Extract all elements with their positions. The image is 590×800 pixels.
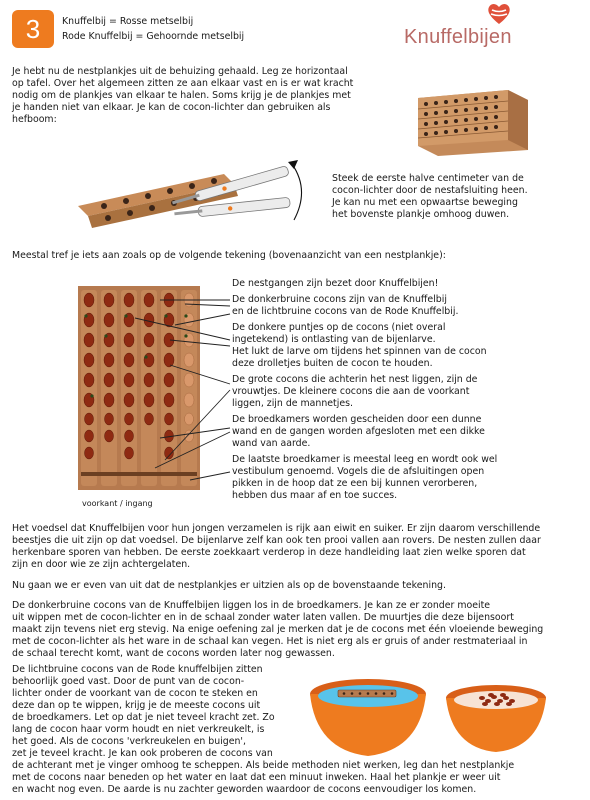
paragraph-line: het goed. Als de cocons 'verkreukelen en buigen', (12, 736, 246, 747)
annotation-line: hebben dus maar af en toe succes. (232, 490, 398, 501)
annotation-line: liggen, zijn de mannetjes. (232, 398, 353, 409)
lift-instruction-line: Je kan nu met een opwaartse beweging (332, 197, 518, 208)
annotation-line: pikken in de hoop dat ze een bij kunnen verorberen, (232, 478, 478, 489)
annotation-line: ingetekend) is ontlasting van de bijenlarve. (232, 334, 436, 345)
food-paragraph (12, 523, 584, 571)
paragraph-line: De donkerbruine cocons van de Knuffelbijen liggen los in de broedkamers. Je kan ze er zonder moeite (12, 600, 491, 611)
cocoon-bowl (446, 685, 546, 752)
paragraph-line: met de cocon-lichter als het ware in de schaal kan vegen. Het is niet erg als er gruis of ander restmateriaal in (12, 636, 528, 647)
annotation-line: De donkere puntjes op de cocons (niet overal (232, 322, 446, 333)
annotation-sexes (232, 374, 572, 410)
species-line-2: Rode Knuffelbij = Gehoornde metselbij (62, 31, 245, 42)
paragraph-line: en wacht nog even. De aarde is nu zachter geworden waardoor de cocons eenvoudiger los komen. (12, 784, 477, 795)
paragraph-line: de achterant met je vinger omhoog te scheppen. Als beide methoden niet werken, leg dan het nestplankje (12, 760, 515, 771)
lift-instruction-line: Steek de eerste halve centimeter van de (332, 173, 524, 184)
intro-line: nodig om de plankjes van elkaar te halen. Soms krijg je de plankjes met (12, 90, 351, 101)
annotation-line: De laatste broedkamer is meestal leeg en wordt ook wel (232, 454, 498, 465)
paragraph-line: beestjes die uit zijn op dat voedsel. De bijenlarve zelf kan ook ten prooi vallen aan rovers. De nesten zullen daar (12, 535, 541, 546)
paragraph-line: lang de cocon haar vorm houdt en niet verkreukelt, is (12, 724, 265, 735)
paragraph-line: zet je teveel kracht. Je kan ook proberen de cocons van (12, 748, 273, 759)
annotation-line: De nestgangen zijn bezet door Knuffelbijen! (232, 278, 439, 289)
annotation-droppings (232, 322, 572, 370)
annotation-line: De grote cocons die achterin het nest liggen, zijn de (232, 374, 478, 385)
front-entrance-label: voorkant / ingang (82, 499, 153, 508)
lift-instruction-line: het bovenste plankje omhoog duwen. (332, 209, 510, 220)
paragraph-line: behoorlijk goed vast. Door de punt van de cocon- (12, 676, 245, 687)
species-line-1: Knuffelbij = Rosse metselbij (62, 16, 194, 27)
lift-instruction-line: cocon-lichter door de nestafsluiting heen. (332, 185, 528, 196)
intro-line: hefboom: (12, 114, 57, 125)
annotation-line: Het lukt de larve om tijdens het spinnen van de cocon (232, 346, 487, 357)
paragraph-line: uit wippen met de cocon-lichter en in de schaal zonder water laten vallen. De muurtjes die deze bijensoort (12, 612, 514, 623)
bowls-illustration (306, 670, 556, 764)
annotation-line: deze drolletjes buiten de cocon te houden. (232, 358, 433, 369)
paragraph-line: herkenbare sporen van hebben. De eerste zoekkaart verderop in deze handleiding laat zien welke sporen dat (12, 547, 526, 558)
diagram-intro: Meestal tref je iets aan zoals op de volgende tekening (bovenaanzicht van een nestplankje): (12, 250, 446, 261)
annotation-vestibulum (232, 454, 572, 502)
paragraph-line: De lichtbruine cocons van de Rode knuffelbijen zitten (12, 664, 263, 675)
annotation-cocoon-colors (232, 294, 572, 318)
diagram-annotations (232, 278, 572, 502)
annotation-line: wand van aarde. (232, 438, 311, 449)
annotation-walls (232, 414, 572, 450)
paragraph-line: Het voedsel dat Knuffelbijen voor hun jongen verzamelen is rijk aan eiwit en suiker. Er zijn daarom verschillende (12, 523, 541, 534)
dark-cocoon-paragraph (12, 600, 584, 660)
next-paragraph: Nu gaan we er even van uit dat de nestplankjes er uitzien als op de bovenstaande tekening. (12, 580, 446, 591)
annotation-line: De donkerbruine cocons zijn van de Knuffelbij (232, 294, 447, 305)
intro-line: je handen niet van elkaar. Je kan de cocon-lichter dan gebruiken als (12, 102, 331, 113)
step-number-badge: 3 (12, 10, 54, 48)
annotation-line: vestibulum genoemd. Vogels die de afsluitingen open (232, 466, 485, 477)
paragraph-line: met de cocons naar beneden op het water en laat dat een minuut inweken. Haal het plankje er weer uit (12, 772, 501, 783)
intro-line: Je hebt nu de nestplankjes uit de behuizing gehaald. Leg ze horizontaal (12, 66, 348, 77)
annotation-line: en de lichtbruine cocons van de Rode Knuffelbij. (232, 306, 459, 317)
paragraph-line: de schaal terecht komt, want de cocons worden later nog gewassen. (12, 648, 335, 659)
annotation-line: wand en de gangen worden afgesloten met een dikke (232, 426, 485, 437)
water-bowl (310, 679, 426, 756)
annotation-line: vrouwtjes. De kleinere cocons die aan de voorkant (232, 386, 470, 397)
annotation-occupied (232, 278, 572, 290)
paragraph-line: deze dan op te wippen, krijg je de meeste cocons uit (12, 700, 261, 711)
brand-name: Knuffelbijen (404, 26, 512, 48)
paragraph-line: zijn en door wie ze zijn achtergelaten. (12, 559, 191, 570)
paragraph-line: maakt zijn tevens niet erg stevig. Na enige oefening zal je merken dat je de cocons met één vloeiende beweging (12, 624, 544, 635)
intro-line: op tafel. Over het algemeen zitten ze aan elkaar vast en is er wat kracht (12, 78, 354, 89)
paragraph-line: de broedkamers. Let op dat je niet teveel kracht zet. Zo (12, 712, 275, 723)
paragraph-line: lichter onder de voorkant van de cocon te steken en (12, 688, 258, 699)
annotation-line: De broedkamers worden gescheiden door een dunne (232, 414, 482, 425)
